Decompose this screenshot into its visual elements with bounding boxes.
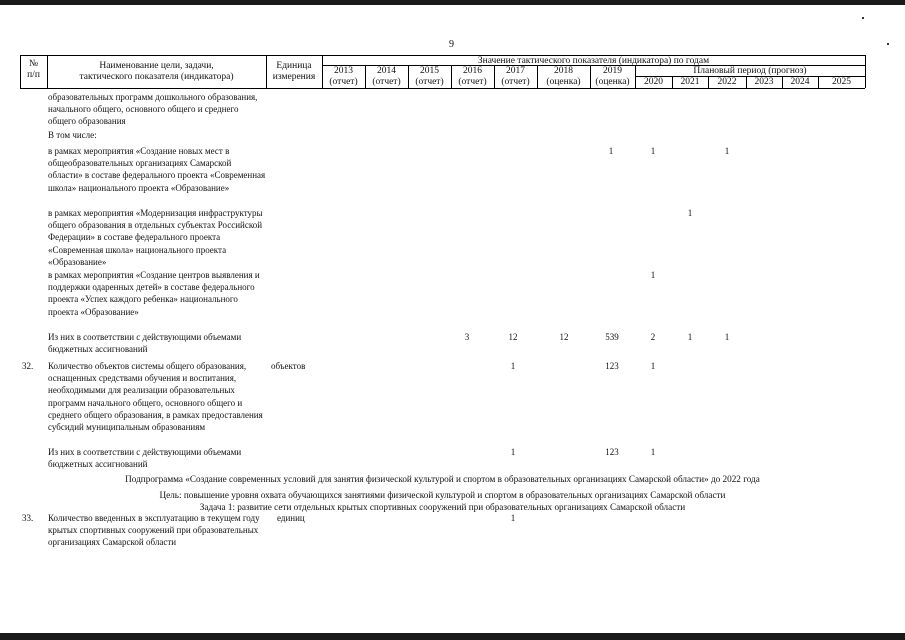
header-name-1: Наименование цели, задачи, <box>99 61 214 71</box>
header-year-note: (отчет) <box>372 77 401 87</box>
header-year: 2017 <box>506 66 525 76</box>
row-number: 32. <box>22 361 34 371</box>
scan-speck <box>887 43 889 45</box>
header-year: 2013 <box>334 66 353 76</box>
cell-2019: 123 <box>605 447 619 457</box>
header-num-2: п/п <box>27 70 40 80</box>
cell-2022: 1 <box>724 146 730 156</box>
header-year-note: (отчет) <box>458 77 487 87</box>
subprogram-task: Задача 1: развитие сети отдельных крытых спортивных сооружений при образовательных организациях Самарской области <box>199 502 686 512</box>
cell-2019: 123 <box>605 361 619 371</box>
cell-2020: 1 <box>650 146 656 156</box>
row-unit: единиц <box>277 513 305 523</box>
cell-2021: 1 <box>687 208 693 218</box>
header-num: № <box>28 59 39 69</box>
header-plan-year: 2022 <box>717 77 737 87</box>
header-year: 2019 <box>603 66 622 76</box>
header-year: 2016 <box>463 66 482 76</box>
scan-bottom-border <box>0 633 905 640</box>
header-year-note: (оценка) <box>595 77 630 87</box>
header-year-note: (оценка) <box>546 77 581 87</box>
cell-2021: 1 <box>687 332 693 342</box>
header-year-note: (отчет) <box>501 77 530 87</box>
row-description: Из них в соответствии с действующими объемами бюджетных ассигнований <box>48 332 242 355</box>
row-description: В том числе: <box>48 130 97 140</box>
header-values: Значение тактического показателя (индикатора) по годам <box>477 56 710 66</box>
row-description: образовательных программ дошкольного образования, начального общего, основного общего и среднего общего образования <box>48 92 258 127</box>
cell-2019: 1 <box>608 146 614 156</box>
cell-2016: 3 <box>464 332 470 342</box>
page-number: 9 <box>449 39 454 50</box>
header-year: 2014 <box>377 66 396 76</box>
header-year-note: (отчет) <box>415 77 444 87</box>
cell-2017: 1 <box>510 361 516 371</box>
row-description: в рамках мероприятия «Модернизация инфраструктуры общего образования в отдельных субъектах Российской Федерации» в составе федерального проекта «Современная школа» национального проекта «Образование» <box>48 208 263 267</box>
cell-2020: 1 <box>650 270 656 280</box>
scan-top-border <box>0 0 905 5</box>
cell-2017: 1 <box>510 447 516 457</box>
header-year-note: (отчет) <box>329 77 358 87</box>
header-plan-year: 2020 <box>644 77 663 87</box>
row-description: Количество введенных в эксплуатацию в текущем году крытых спортивных сооружений при образовательных организациях Самарской области <box>48 513 260 548</box>
row-unit: объектов <box>271 361 306 371</box>
header-name-2: тактического показателя (индикатора) <box>79 72 234 82</box>
subprogram-goal: Цель: повышение уровня охвата обучающихся занятиями физической культурой и спортом в образовательных организациях Самарской области <box>159 490 726 500</box>
header-year: 2015 <box>420 66 439 76</box>
cell-2022: 1 <box>724 332 730 342</box>
header-planning-period: Плановый период (прогноз) <box>693 66 807 76</box>
cell-2019: 539 <box>605 332 619 342</box>
cell-2020: 2 <box>650 332 656 342</box>
row-description: в рамках мероприятия «Создание центров выявления и поддержки одаренных детей» в составе федерального проекта «Успех каждого ребенка» национального проекта «Образование» <box>48 270 260 317</box>
header-plan-year: 2021 <box>680 77 700 87</box>
cell-2017: 1 <box>510 513 516 523</box>
row-description: Из них в соответствии с действующими объемами бюджетных ассигнований <box>48 447 242 470</box>
row-description: Количество объектов системы общего образования, оснащенных средствами обучения и воспитания, необходимыми для реализации образовательных программ начального общего, основного общего и среднего общего образования, в рамках предоставления субсидий муниципальным образованиям <box>48 361 263 433</box>
header-plan-year: 2023 <box>754 77 774 87</box>
row-number: 33. <box>22 513 34 523</box>
header-unit-2: измерения <box>272 72 316 82</box>
header-year: 2018 <box>554 66 573 76</box>
header-unit-1: Единица <box>276 61 312 71</box>
subprogram-title: Подпрограмма «Создание современных условий для занятия физической культурой и спортом в образовательных организациях Самарской области» до 2022 года <box>125 474 760 484</box>
scan-speck <box>862 17 864 19</box>
cell-2020: 1 <box>650 447 656 457</box>
cell-2018: 12 <box>559 332 569 342</box>
header-plan-year: 2025 <box>832 77 851 87</box>
header-plan-year: 2024 <box>790 77 810 87</box>
cell-2017: 12 <box>508 332 518 342</box>
cell-2020: 1 <box>650 361 656 371</box>
row-description: в рамках мероприятия «Создание новых мест в общеобразовательных организациях Самарской области» в составе федерального проекта «Современная школа» национального проекта «Образование» <box>48 146 266 193</box>
